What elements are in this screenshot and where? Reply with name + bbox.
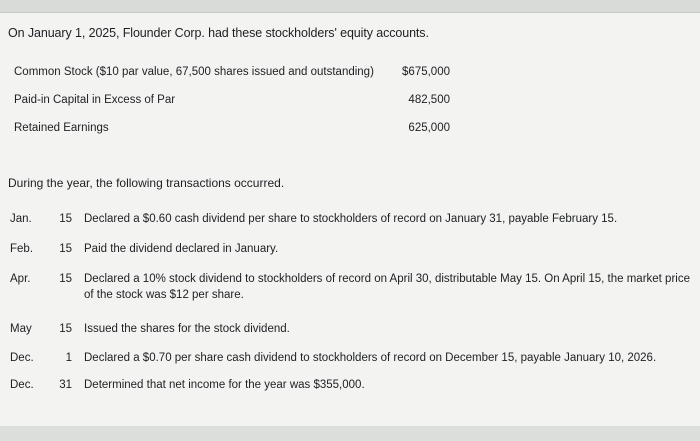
transaction-row — [10, 321, 690, 350]
transaction-day: 1 — [65, 352, 72, 364]
bottom-band — [0, 426, 700, 441]
transaction-month: Dec. — [10, 352, 34, 364]
transaction-month: Apr. — [10, 273, 31, 285]
transaction-month: Jan. — [10, 213, 32, 225]
transaction-description: Determined that net income for the year was $355,000. — [84, 379, 365, 391]
account-amount: 482,500 — [408, 94, 450, 106]
account-row-common-stock — [14, 62, 450, 90]
transaction-description: Declared a 10% stock dividend to stockholders of record on April 30, distributable May 15. On April 15, the market price of the stock was $12 per share. — [84, 273, 690, 301]
transaction-day: 15 — [59, 243, 72, 255]
transaction-row — [10, 211, 690, 241]
transaction-day: 15 — [59, 273, 72, 285]
transaction-description: Paid the dividend declared in January. — [84, 243, 279, 255]
transaction-description: Declared a $0.70 per share cash dividend to stockholders of record on December 15, payable January 10, 2026. — [84, 352, 657, 364]
intro-text: On January 1, 2025, Flounder Corp. had these stockholders' equity accounts. — [8, 26, 429, 40]
transaction-row — [10, 350, 690, 377]
transaction-day: 31 — [59, 379, 72, 391]
account-name: Paid-in Capital in Excess of Par — [14, 94, 176, 106]
transaction-row — [10, 271, 690, 321]
account-name: Retained Earnings — [14, 122, 109, 134]
transaction-row — [10, 241, 690, 271]
transaction-day: 15 — [59, 213, 72, 225]
transaction-month: May — [10, 323, 32, 335]
account-name: Common Stock ($10 par value, 67,500 shares issued and outstanding) — [14, 66, 374, 78]
transaction-row — [10, 377, 690, 401]
account-amount: $675,000 — [402, 66, 450, 78]
transactions-list — [10, 211, 690, 401]
transaction-description: Issued the shares for the stock dividend. — [84, 323, 290, 335]
transaction-month: Feb. — [10, 243, 34, 255]
top-band — [0, 0, 700, 13]
account-row-paid-in-capital — [14, 90, 450, 118]
equity-accounts-table — [14, 62, 450, 146]
account-amount: 625,000 — [408, 122, 450, 134]
account-row-retained-earnings — [14, 118, 450, 146]
transaction-description: Declared a $0.60 cash dividend per share to stockholders of record on January 31, payable February 15. — [84, 213, 618, 225]
transactions-intro: During the year, the following transactions occurred. — [8, 176, 285, 190]
transaction-day: 15 — [59, 323, 72, 335]
transaction-month: Dec. — [10, 379, 34, 391]
